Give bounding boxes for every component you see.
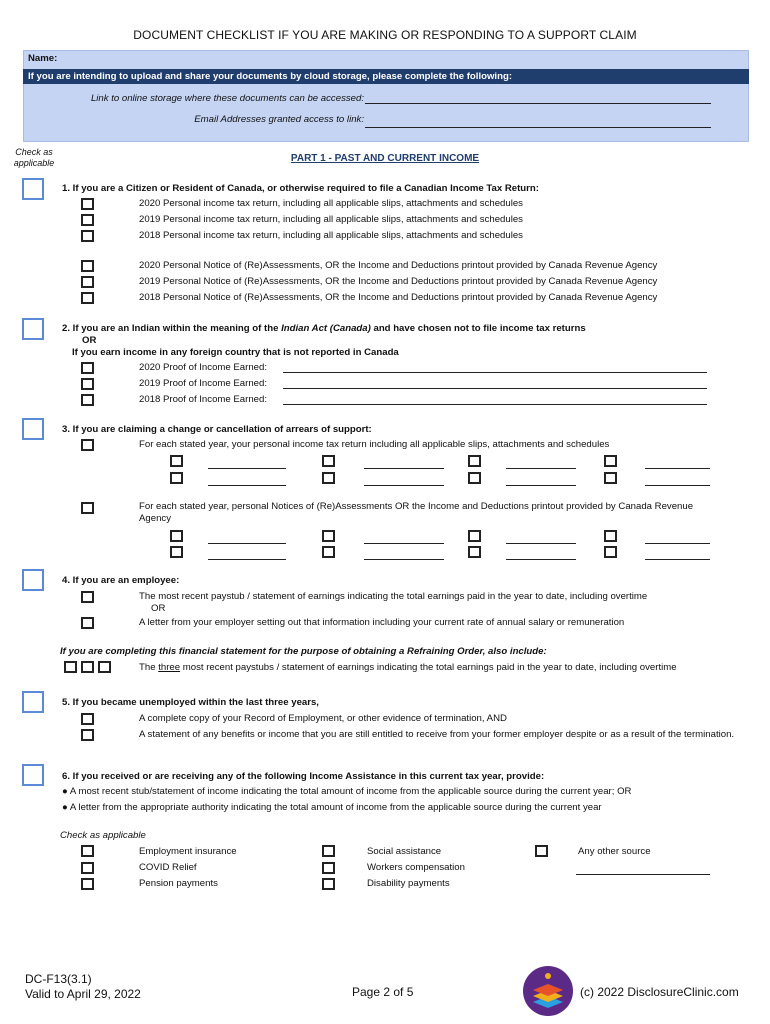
year-checkbox[interactable] (322, 546, 335, 558)
refraining-checkbox[interactable] (98, 661, 111, 673)
section4-or: OR (151, 603, 166, 614)
section2-item-checkbox[interactable] (81, 362, 94, 374)
link-field[interactable] (365, 103, 711, 104)
section2-item-checkbox[interactable] (81, 378, 94, 390)
refraining-item-post: most recent paystubs / statement of earnings indicating the total earnings paid in the year to date, including overtime (180, 662, 677, 673)
footer-form-id: DC-F13(3.1) (25, 972, 92, 986)
section1-item: 2019 Personal Notice of (Re)Assessments, OR the Income and Deductions printout provided by Canada Revenue Agency (139, 276, 658, 287)
assistance-checkbox[interactable] (322, 862, 335, 874)
page-title: DOCUMENT CHECKLIST IF YOU ARE MAKING OR RESPONDING TO A SUPPORT CLAIM (133, 28, 637, 42)
section1-item: 2020 Personal income tax return, including all applicable slips, attachments and schedules (139, 198, 523, 209)
other-source-field[interactable] (576, 874, 710, 875)
section4-item-checkbox[interactable] (81, 591, 94, 603)
section1-item-checkbox[interactable] (81, 214, 94, 226)
section4-checkbox[interactable] (22, 569, 44, 591)
section2-or: OR (82, 335, 97, 346)
refraining-item (139, 662, 677, 673)
year-checkbox[interactable] (170, 530, 183, 542)
section1-item-checkbox[interactable] (81, 260, 94, 272)
year-field[interactable] (506, 559, 576, 560)
year-field[interactable] (208, 543, 286, 544)
year-checkbox[interactable] (322, 472, 335, 484)
year-checkbox[interactable] (170, 546, 183, 558)
section2-checkbox[interactable] (22, 318, 44, 340)
year-field[interactable] (645, 559, 710, 560)
page-number: Page 2 of 5 (352, 985, 414, 999)
assistance-label: Any other source (578, 846, 651, 857)
year-checkbox[interactable] (604, 472, 617, 484)
assistance-checkbox[interactable] (535, 845, 548, 857)
section5-checkbox[interactable] (22, 691, 44, 713)
disclosure-clinic-logo (523, 966, 573, 1016)
year-field[interactable] (645, 543, 710, 544)
assistance-checkbox[interactable] (322, 845, 335, 857)
section6-check-label: Check as applicable (60, 830, 146, 841)
name-label: Name: (28, 53, 58, 64)
footer-form-info (25, 972, 141, 1002)
year-field[interactable] (364, 485, 444, 486)
assistance-label: Pension payments (139, 878, 218, 889)
proof-of-income-field[interactable] (283, 404, 707, 405)
section4-item-checkbox[interactable] (81, 617, 94, 629)
section6-heading: 6. If you received or are receiving any of the following Income Assistance in this current tax year, provide: (62, 771, 545, 782)
year-field[interactable] (645, 485, 710, 486)
section2-item: 2019 Proof of Income Earned: (139, 378, 267, 389)
section2-heading (62, 323, 586, 334)
refraining-checkbox[interactable] (64, 661, 77, 673)
section6-bullet: ● A letter from the appropriate authority indicating the total amount of income from the applicable source during the current year (62, 802, 602, 813)
year-field[interactable] (364, 559, 444, 560)
section1-checkbox[interactable] (22, 178, 44, 200)
footer-valid: Valid to April 29, 2022 (25, 987, 141, 1001)
year-field[interactable] (364, 543, 444, 544)
year-checkbox[interactable] (322, 455, 335, 467)
section3-checkbox[interactable] (22, 418, 44, 440)
section2-heading-italic: Indian Act (Canada) (281, 323, 371, 334)
section6-checkbox[interactable] (22, 764, 44, 786)
assistance-label: COVID Relief (139, 862, 197, 873)
year-checkbox[interactable] (468, 455, 481, 467)
refraining-item-underlined: three (158, 662, 181, 673)
section3-item-checkbox[interactable] (81, 502, 94, 514)
section2-heading-pre: 2. If you are an Indian within the meaning of the (62, 323, 282, 334)
proof-of-income-field[interactable] (283, 388, 707, 389)
assistance-label: Workers compensation (367, 862, 465, 873)
check-as-applicable-label: Check as applicable (13, 147, 55, 168)
section3-item: For each stated year, your personal income tax return including all applicable slips, attachments and schedules (139, 439, 610, 450)
year-checkbox[interactable] (604, 530, 617, 542)
year-field[interactable] (208, 468, 286, 469)
year-checkbox[interactable] (322, 530, 335, 542)
section2-item: 2020 Proof of Income Earned: (139, 362, 267, 373)
year-checkbox[interactable] (604, 546, 617, 558)
year-checkbox[interactable] (468, 530, 481, 542)
year-field[interactable] (208, 485, 286, 486)
assistance-label: Disability payments (367, 878, 450, 889)
section1-item-checkbox[interactable] (81, 292, 94, 304)
year-checkbox[interactable] (468, 472, 481, 484)
section1-item: 2018 Personal Notice of (Re)Assessments, OR the Income and Deductions printout provided by Canada Revenue Agency (139, 292, 658, 303)
section3-heading: 3. If you are claiming a change or cancellation of arrears of support: (62, 424, 372, 435)
section2-item-checkbox[interactable] (81, 394, 94, 406)
email-field[interactable] (365, 127, 711, 128)
cloud-banner-text: If you are intending to upload and share your documents by cloud storage, please complete the following: (28, 71, 513, 82)
refraining-heading: If you are completing this financial statement for the purpose of obtaining a Refraining Order, also include: (60, 646, 547, 657)
section5-item-checkbox[interactable] (81, 713, 94, 725)
refraining-checkbox[interactable] (81, 661, 94, 673)
section5-heading: 5. If you became unemployed within the last three years, (62, 697, 319, 708)
section5-item-checkbox[interactable] (81, 729, 94, 741)
section3-item-checkbox[interactable] (81, 439, 94, 451)
year-field[interactable] (506, 485, 576, 486)
assistance-checkbox[interactable] (81, 862, 94, 874)
assistance-label: Social assistance (367, 846, 442, 857)
year-field[interactable] (645, 468, 710, 469)
section4-heading: 4. If you are an employee: (62, 575, 180, 586)
section1-heading: 1. If you are a Citizen or Resident of Canada, or otherwise required to file a Canadian Income Tax Return: (62, 183, 539, 194)
section1-item-checkbox[interactable] (81, 230, 94, 242)
part-title: PART 1 - PAST AND CURRENT INCOME (290, 153, 480, 164)
year-field[interactable] (506, 468, 576, 469)
year-field[interactable] (208, 559, 286, 560)
section2-heading2: If you earn income in any foreign country that is not reported in Canada (72, 347, 399, 358)
section6-bullet: ● A most recent stub/statement of income indicating the total amount of income from the applicable source during the current year; OR (62, 786, 632, 797)
year-checkbox[interactable] (170, 472, 183, 484)
assistance-checkbox[interactable] (81, 845, 94, 857)
section4-item: The most recent paystub / statement of earnings indicating the total earnings paid in the year to date, including overtime (139, 591, 648, 602)
section1-item: 2019 Personal income tax return, including all applicable slips, attachments and schedules (139, 214, 523, 225)
section3-item: For each stated year, personal Notices of (Re)Assessments OR the Income and Deductions printout provided by Canada Revenue Agency (139, 501, 694, 524)
refraining-item-pre: The (139, 662, 159, 673)
year-checkbox[interactable] (468, 546, 481, 558)
section5-item: A complete copy of your Record of Employment, or other evidence of termination, AND (139, 713, 507, 724)
assistance-checkbox[interactable] (322, 878, 335, 890)
section4-item: A letter from your employer setting out that information including your current rate of annual salary or remuneration (139, 617, 625, 628)
proof-of-income-field[interactable] (283, 372, 707, 373)
year-field[interactable] (364, 468, 444, 469)
year-checkbox[interactable] (604, 455, 617, 467)
assistance-checkbox[interactable] (81, 878, 94, 890)
year-checkbox[interactable] (170, 455, 183, 467)
section1-item-checkbox[interactable] (81, 276, 94, 288)
section1-item: 2018 Personal income tax return, including all applicable slips, attachments and schedules (139, 230, 523, 241)
section1-item-checkbox[interactable] (81, 198, 94, 210)
year-field[interactable] (506, 543, 576, 544)
section1-item: 2020 Personal Notice of (Re)Assessments, OR the Income and Deductions printout provided by Canada Revenue Agency (139, 260, 658, 271)
link-label: Link to online storage where these documents can be accessed: (90, 93, 364, 104)
section2-item: 2018 Proof of Income Earned: (139, 394, 267, 405)
copyright: (c) 2022 DisclosureClinic.com (580, 985, 739, 999)
assistance-label: Employment insurance (139, 846, 237, 857)
section5-item: A statement of any benefits or income that you are still entitled to receive from your former employer despite or as a result of the termination. (139, 729, 735, 740)
section2-heading-post: and have chosen not to file income tax returns (370, 323, 586, 334)
email-label: Email Addresses granted access to link: (194, 114, 364, 125)
